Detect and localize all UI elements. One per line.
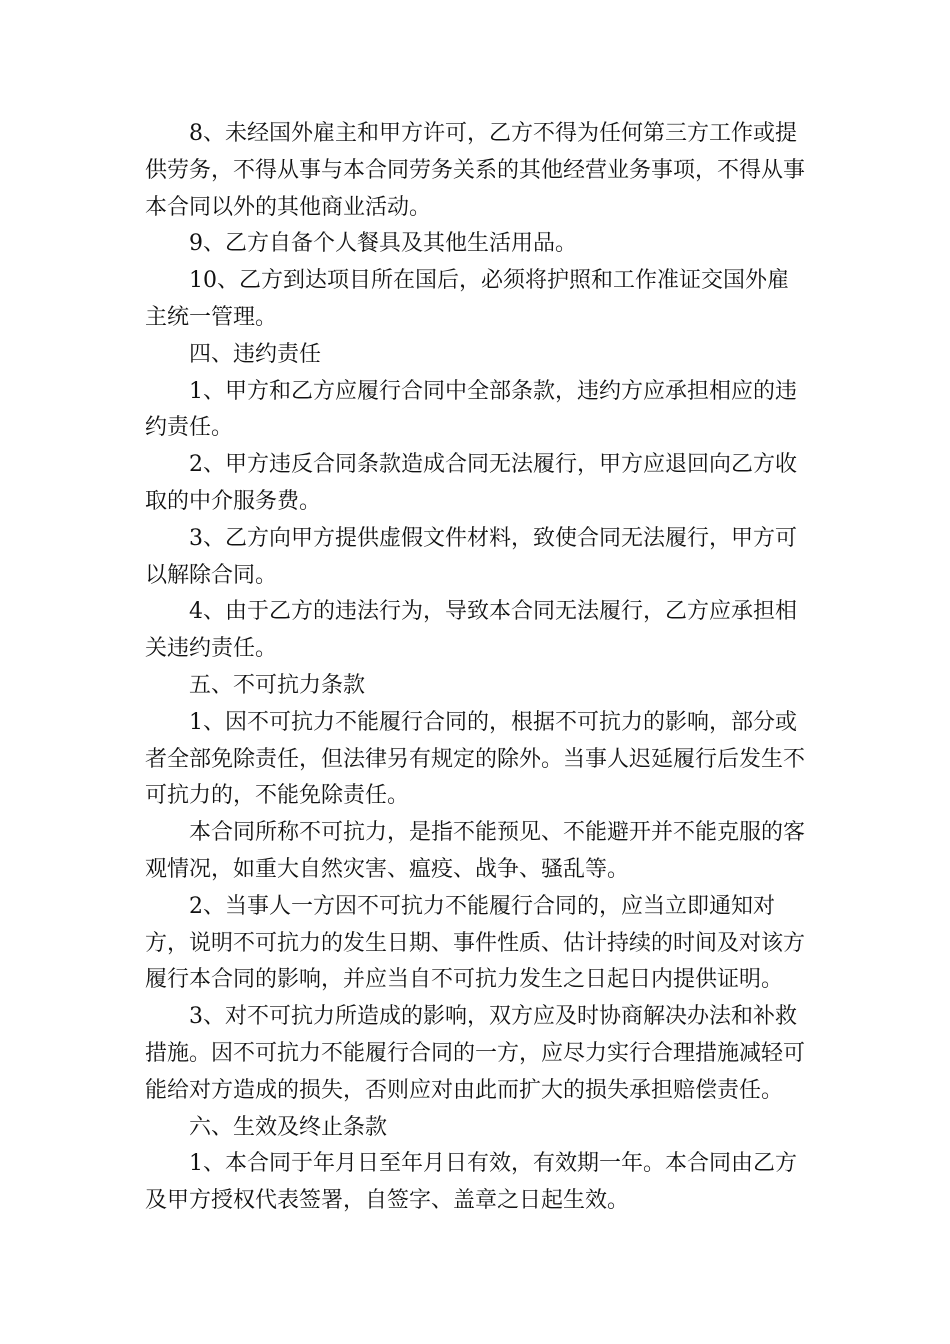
breach-clause-3: 3、乙方向甲方提供虚假文件材料，致使合同无法履行，甲方可以解除合同。	[145, 525, 797, 588]
section-heading-effectiveness-termination: 六、生效及终止条款	[189, 1114, 388, 1140]
breach-clause-2: 2、甲方违反合同条款造成合同无法履行，甲方应退回向乙方收取的中介服务费。	[145, 452, 797, 514]
section-heading-breach-liability: 四、违约责任	[189, 341, 322, 367]
force-majeure-clause-1: 1、因不可抗力不能履行合同的，根据不可抗力的影响，部分或者全部免除责任，但法律另有规定的除外。当事人迟延履行后发生不可抗力的，不能免除责任。	[145, 709, 806, 809]
force-majeure-definition: 本合同所称不可抗力，是指不能预见、不能避开并不能克服的客观情况，如重大自然灾害、瘟疫、战争、骚乱等。	[145, 820, 806, 882]
breach-clause-4: 4、由于乙方的违法行为，导致本合同无法履行，乙方应承担相关违约责任。	[145, 599, 797, 662]
force-majeure-clause-3: 3、对不可抗力所造成的影响，双方应及时协商解决办法和补救措施。因不可抗力不能履行合同的一方，应尽力实行合理措施减轻可能给对方造成的损失，否则应对由此而扩大的损失承担赔偿责任。	[145, 1004, 806, 1103]
section-heading-force-majeure: 五、不可抗力条款	[189, 672, 366, 698]
clause-10: 10、乙方到达项目所在国后，必须将护照和工作准证交国外雇主统一管理。	[145, 268, 789, 330]
document-body	[145, 116, 810, 1220]
breach-clause-1: 1、甲方和乙方应履行合同中全部条款，违约方应承担相应的违约责任。	[145, 378, 797, 441]
clause-8: 8、未经国外雇主和甲方许可，乙方不得为任何第三方工作或提供劳务，不得从事与本合同劳务关系的其他经营业务事项，不得从事本合同以外的其他商业活动。	[145, 121, 806, 220]
clause-9: 9、乙方自备个人餐具及其他生活用品。	[189, 231, 577, 257]
effectiveness-clause-1: 1、本合同于年月日至年月日有效，有效期一年。本合同由乙方及甲方授权代表签署，自签字、盖章之日起生效。	[145, 1151, 797, 1214]
force-majeure-clause-2: 2、当事人一方因不可抗力不能履行合同的，应当立即通知对方，说明不可抗力的发生日期、事件性质、估计持续的时间及对该方履行本合同的影响，并应当自不可抗力发生之日起日内提供证明。	[145, 893, 806, 993]
